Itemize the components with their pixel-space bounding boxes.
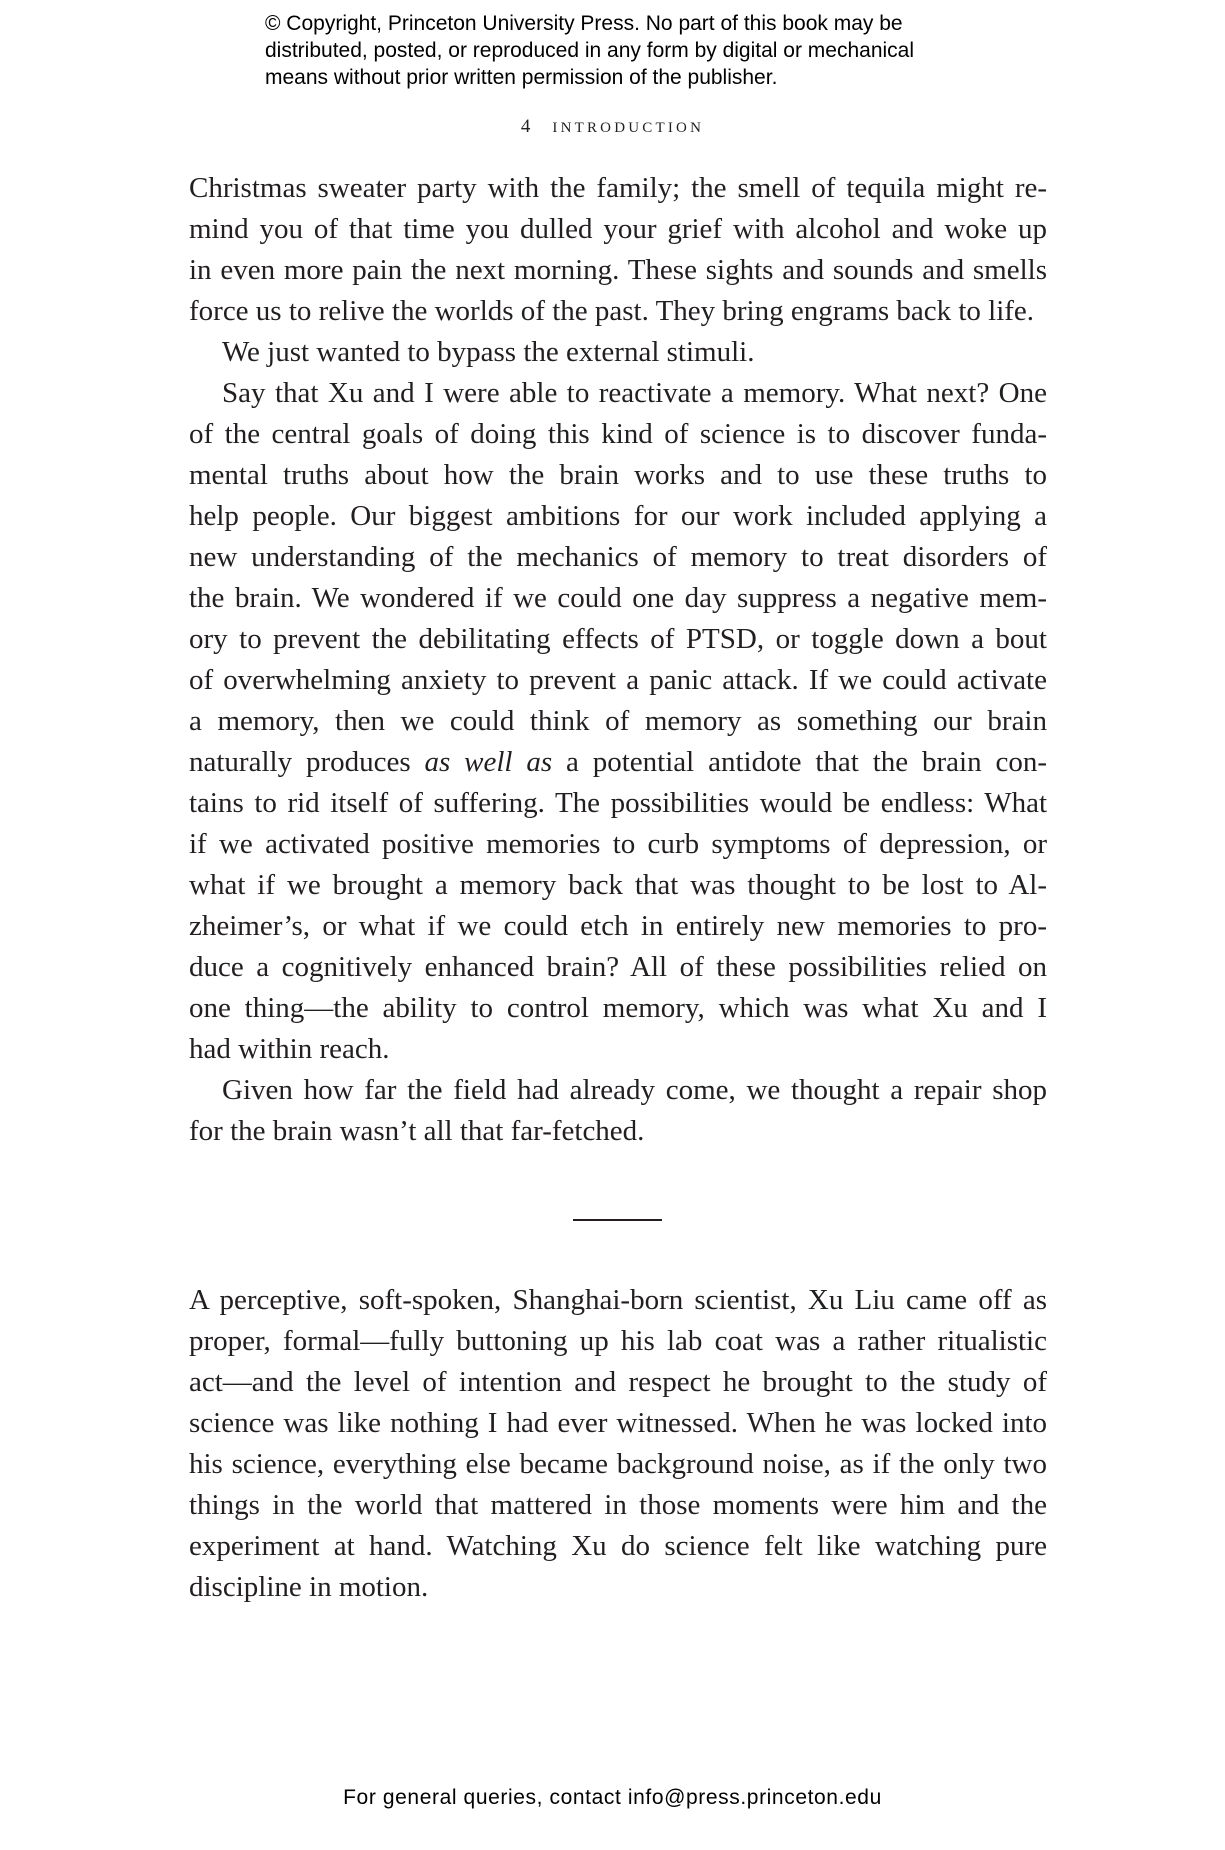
text-line: if we activated positive memories to curb symptoms of depression, or	[189, 828, 1047, 860]
section-title: introduction	[552, 112, 705, 137]
text-line: the brain. We wondered if we could one day suppress a negative mem-	[189, 582, 1047, 614]
text-segment: naturally produces	[189, 746, 425, 778]
text-line: mind you of that time you dulled your grief with alcohol and woke up	[189, 213, 1047, 245]
text-line: mental truths about how the brain works and to use these truths to	[189, 459, 1047, 491]
footer-contact: For general queries, contact info@press.princeton.edu	[343, 1786, 882, 1809]
text-line-with-emphasis	[189, 742, 1047, 783]
copyright-line: distributed, posted, or reproduced in any form by digital or mechanical	[265, 39, 915, 62]
text-line: of the central goals of doing this kind of science is to discover funda-	[189, 418, 1047, 450]
text-line: proper, formal—fully buttoning up his lab coat was a rather ritualistic	[189, 1325, 1047, 1357]
text-line: help people. Our biggest ambitions for our work included applying a	[189, 500, 1047, 532]
page-number: 4	[520, 116, 531, 137]
text-line: in even more pain the next morning. These sights and sounds and smells	[189, 254, 1047, 286]
text-line: of overwhelming anxiety to prevent a panic attack. If we could activate	[189, 664, 1047, 696]
paragraph-first-line: Given how far the field had already come, we thought a repair shop	[222, 1074, 1047, 1106]
text-line: things in the world that mattered in those moments were him and the	[189, 1489, 1047, 1521]
text-line: what if we brought a memory back that was thought to be lost to Al-	[189, 869, 1047, 901]
text-line: new understanding of the mechanics of memory to treat disorders of	[189, 541, 1047, 573]
emphasized-text: as well as	[424, 746, 553, 778]
body-text-block-1	[189, 168, 1047, 1152]
text-line: act—and the level of intention and respect he brought to the study of	[189, 1366, 1047, 1398]
paragraph-first-line: Say that Xu and I were able to reactivate a memory. What next? One	[222, 377, 1047, 409]
text-line: discipline in motion.	[189, 1571, 429, 1603]
text-line: a memory, then we could think of memory as something our brain	[189, 705, 1047, 737]
text-line: Christmas sweater party with the family; the smell of tequila might re-	[189, 172, 1047, 204]
text-segment: a potential antidote that the brain con-	[552, 746, 1047, 778]
text-line: force us to relive the worlds of the past. They bring engrams back to life.	[189, 295, 1035, 327]
text-line: ory to prevent the debilitating effects of PTSD, or toggle down a bout	[189, 623, 1047, 655]
text-line: for the brain wasn’t all that far-fetched.	[189, 1115, 645, 1147]
running-head	[0, 113, 1225, 139]
text-line: had within reach.	[189, 1033, 390, 1065]
text-line: zheimer’s, or what if we could etch in entirely new memories to pro-	[189, 910, 1047, 942]
text-line: duce a cognitively enhanced brain? All of these possibilities relied on	[189, 951, 1047, 983]
paragraph-first-line: We just wanted to bypass the external stimuli.	[222, 336, 755, 368]
section-break-rule	[573, 1219, 662, 1221]
copyright-line: © Copyright, Princeton University Press. No part of this book may be	[265, 12, 903, 35]
text-line: one thing—the ability to control memory, which was what Xu and I	[189, 992, 1047, 1024]
text-line: A perceptive, soft-spoken, Shanghai-born scientist, Xu Liu came off as	[189, 1284, 1047, 1316]
copyright-line: means without prior written permission of the publisher.	[265, 66, 778, 89]
text-line: tains to rid itself of suffering. The possibilities would be endless: What	[189, 787, 1047, 819]
text-line: his science, everything else became background noise, as if the only two	[189, 1448, 1047, 1480]
body-text-block-2	[189, 1280, 1047, 1608]
text-line: experiment at hand. Watching Xu do science felt like watching pure	[189, 1530, 1047, 1562]
text-line: science was like nothing I had ever witnessed. When he was locked into	[189, 1407, 1047, 1439]
copyright-notice	[265, 10, 1005, 91]
